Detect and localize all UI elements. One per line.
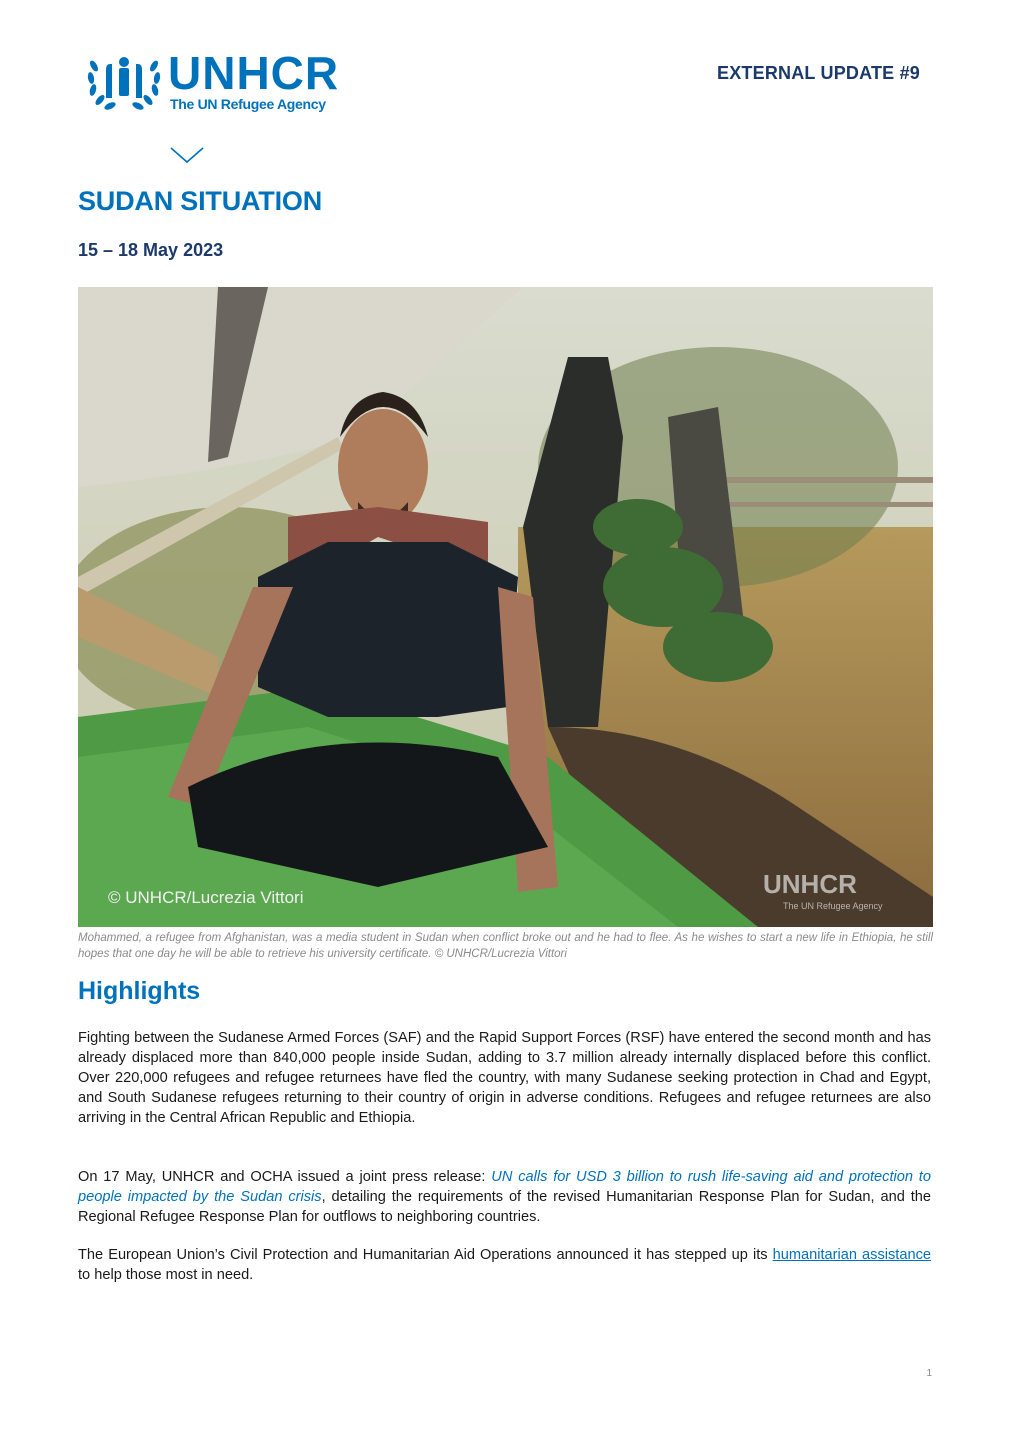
logo-tagline: The UN Refugee Agency — [170, 96, 326, 112]
humanitarian-assistance-link[interactable]: humanitarian assistance — [772, 1247, 931, 1263]
date-range: 15 – 18 May 2023 — [78, 240, 224, 260]
p2-text-after: , detailing the requirements of the revised Humanitarian Response Plan for Sudan, and the Regional Refugee Response Plan for outflows to neighboring countries. — [78, 1189, 931, 1225]
highlights-paragraph-2 — [78, 1167, 931, 1227]
highlights-paragraph-1: Fighting between the Sudanese Armed Forces (SAF) and the Rapid Support Forces (RSF) have entered the second month and has already displaced more than 840,000 people inside Sudan, adding to 3.7 million already internally displaced before this conflict. Over 220,000 refugees and refugee returnees have fled the country, with many Sudanese seeking protection in Chad and Egypt, and South Sudanese refugees returning to their country of origin in adverse conditions. Refugees and refugee returnees are also arriving in the Central African Republic and Ethiopia. — [78, 1030, 931, 1126]
p3-text-before: The European Union’s Civil Protection and Humanitarian Aid Operations announced it has stepped up its — [78, 1247, 773, 1263]
p2-text-before: On 17 May, UNHCR and OCHA issued a joint press release: — [78, 1169, 492, 1185]
logo-wordmark: UNHCR — [168, 47, 340, 99]
p3-text-after: to help those most in need. — [78, 1267, 254, 1283]
photo-caption: Mohammed, a refugee from Afghanistan, was a media student in Sudan when conflict broke out and he had to flee. As he wishes to start a new life in Ethiopia, he still hopes that one day he will be able to retrieve his university certificate. © UNHCR/Lucrezia Vittori — [78, 932, 933, 960]
photo-watermark: UNHCR — [763, 869, 857, 899]
highlights-heading: Highlights — [78, 977, 201, 1005]
page-title: SUDAN SITUATION — [78, 186, 322, 216]
cover-photo — [78, 287, 933, 927]
laurel-emblem-icon — [84, 48, 164, 114]
page-number: 1 — [926, 1368, 932, 1379]
chevron-down-icon — [170, 146, 204, 164]
highlights-paragraph-3 — [78, 1245, 931, 1285]
external-update-label: EXTERNAL UPDATE #9 — [717, 63, 920, 83]
photo-credit-overlay: © UNHCR/Lucrezia Vittori — [108, 888, 304, 907]
photo-watermark-tagline: The UN Refugee Agency — [783, 901, 883, 911]
press-release-link[interactable]: UN calls for USD 3 billion to rush life-saving aid and protection to people impacted by the Sudan crisis — [78, 1169, 931, 1205]
